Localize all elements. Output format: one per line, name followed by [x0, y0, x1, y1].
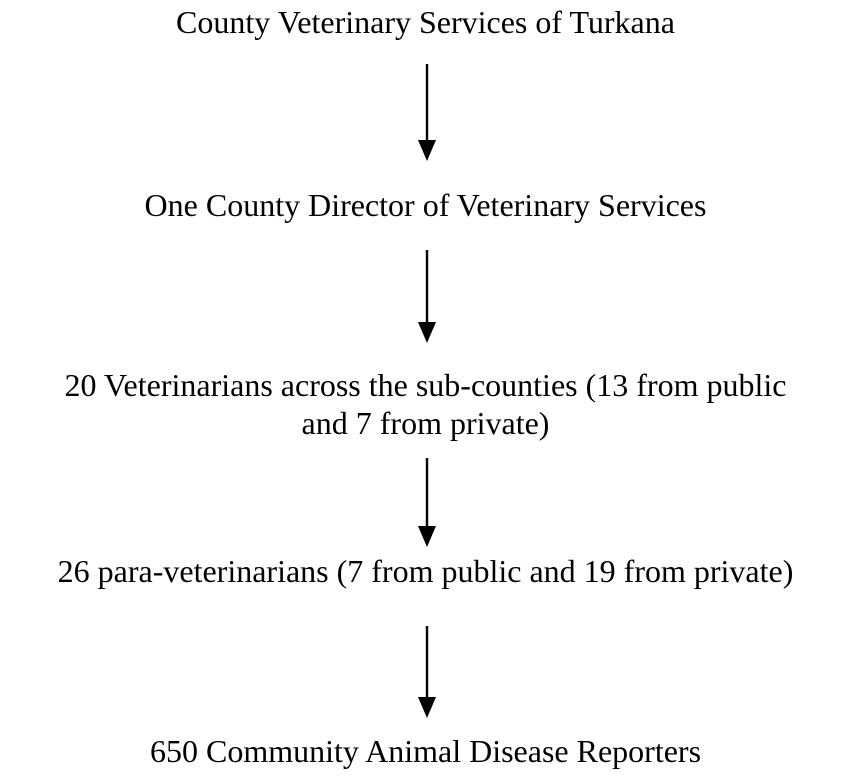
arrow-down-1: [0, 62, 851, 182]
node-text: One County Director of Veterinary Services: [144, 187, 707, 223]
node-community-reporters: [0, 732, 851, 770]
node-text: 26 para-veterinarians (7 from public and 19 from private): [57, 553, 794, 589]
node-veterinarians: [0, 366, 851, 442]
node-text-line-2: and 7 from private): [301, 405, 550, 441]
node-text: County Veterinary Services of Turkana: [176, 4, 675, 40]
node-para-veterinarians: [0, 552, 851, 590]
node-county-director: [0, 186, 851, 224]
node-text-line-1: 20 Veterinarians across the sub-counties (13 from public: [64, 367, 787, 403]
arrow-down-4: [0, 622, 851, 742]
arrow-down-2: [0, 248, 851, 368]
node-county-veterinary-services: [0, 3, 851, 41]
node-text: 650 Community Animal Disease Reporters: [149, 733, 702, 769]
